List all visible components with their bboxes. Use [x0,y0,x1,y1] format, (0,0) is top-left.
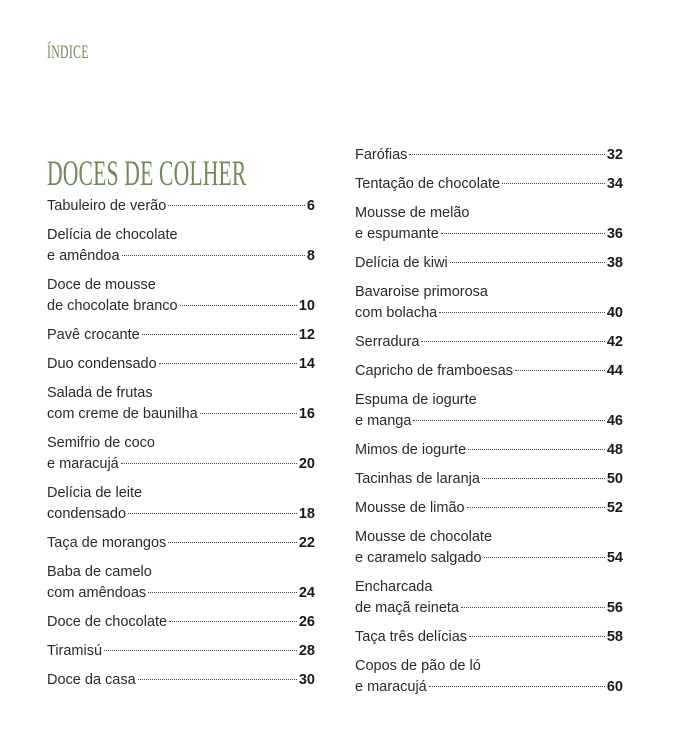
dot-leader [484,557,605,558]
dot-leader [409,154,604,155]
toc-page-number: 22 [298,535,315,551]
toc-entry[interactable] [47,433,315,475]
toc-page-number: 46 [606,413,623,429]
toc-page-number: 28 [298,643,315,659]
dot-leader [168,542,297,543]
toc-entry[interactable] [47,275,315,317]
toc-entry-title-line1: Copos de pão de ló [355,658,481,674]
toc-page-number: 54 [606,550,623,566]
toc-entry[interactable] [47,325,315,346]
dot-leader [439,312,605,313]
toc-entry-line [47,325,315,346]
toc-entry-title: condensado [47,506,127,522]
toc-entry-title: Pavê crocante [47,327,140,343]
toc-entry-title: Serradura [355,334,420,350]
dot-leader [142,334,297,335]
toc-page-number: 18 [298,506,315,522]
dot-leader [482,478,605,479]
toc-entry[interactable] [355,577,623,619]
toc-page-number: 60 [606,679,623,695]
dot-leader [502,183,605,184]
toc-entry-title-line1: Mousse de chocolate [355,529,493,545]
toc-entry-line [47,404,315,425]
toc-entry-line [355,303,623,324]
toc-page-number: 34 [606,176,623,192]
toc-entry[interactable] [47,533,315,554]
index-label: ÍNDICE [47,42,89,63]
toc-page-number: 24 [298,585,315,601]
toc-page-number: 6 [306,198,315,214]
dot-leader [104,650,297,651]
toc-entry-title: e amêndoa [47,248,120,264]
toc-entry-title-line1: Bavaroise primorosa [355,284,488,300]
toc-entry[interactable] [47,383,315,425]
toc-entry[interactable] [355,527,623,569]
toc-entry-title: de chocolate branco [47,298,178,314]
toc-entry[interactable] [355,440,623,461]
toc-entry[interactable] [47,670,315,691]
toc-entry[interactable] [47,612,315,633]
toc-entry-title: Tacinhas de laranja [355,471,480,487]
toc-entry-line [47,454,315,475]
toc-page-number: 32 [606,147,623,163]
toc-entry-title-line1: Encharcada [355,579,433,595]
toc-page-number: 8 [306,248,315,264]
toc-entry[interactable] [355,469,623,490]
toc-entry-title: e maracujá [47,456,119,472]
toc-entry-title-line1: Doce de mousse [47,277,156,293]
toc-entry-title: Tentação de chocolate [355,176,501,192]
toc-entry-title: com bolacha [355,305,438,321]
toc-page-number: 48 [606,442,623,458]
dot-leader [413,420,604,421]
toc-page-number: 14 [298,356,315,372]
toc-entry-title: de maçã reineta [355,600,459,616]
toc-page-number: 36 [606,226,623,242]
toc-entry-title-line1: Baba de camelo [47,564,152,580]
toc-entry-title: Tiramisú [47,643,103,659]
toc-entry-title: Doce de chocolate [47,614,168,630]
toc-entry[interactable] [355,282,623,324]
toc-page-number: 50 [606,471,623,487]
toc-entry-line [47,296,315,317]
toc-entry-title-line1: Salada de frutas [47,385,153,401]
toc-entry[interactable] [355,332,623,353]
dot-leader [467,507,605,508]
toc-page-number: 16 [298,406,315,422]
toc-entry-title-line1: Delícia de chocolate [47,227,178,243]
toc-entry[interactable] [355,390,623,432]
toc-entry-line [355,411,623,432]
toc-page-number: 12 [298,327,315,343]
toc-entry-line [47,246,315,267]
dot-leader [429,686,605,687]
toc-entry-line [355,361,623,382]
toc-entry[interactable] [47,483,315,525]
toc-entry-line [47,504,315,525]
dot-leader [421,341,604,342]
toc-page-number: 44 [606,363,623,379]
toc-entry[interactable] [355,361,623,382]
dot-leader [122,255,305,256]
dot-leader [121,463,297,464]
dot-leader [180,305,297,306]
toc-entry[interactable] [355,145,623,166]
toc-entry-title: Taça de morangos [47,535,167,551]
toc-entry-line [355,224,623,245]
toc-entry-line [47,670,315,691]
toc-entry-line [47,354,315,375]
dot-leader [128,513,297,514]
toc-entry-title-line1: Mousse de melão [355,205,470,221]
toc-entry-title: e maracujá [355,679,427,695]
toc-page-number: 10 [298,298,315,314]
toc-column-left [47,196,315,699]
toc-entry-line [355,332,623,353]
dot-leader [441,233,605,234]
toc-entry[interactable] [355,656,623,698]
toc-page-number: 38 [606,255,623,271]
toc-entry-line [355,548,623,569]
toc-page-number: 40 [606,305,623,321]
dot-leader [200,413,297,414]
dot-leader [148,592,297,593]
toc-entry-title-line1: Delícia de leite [47,485,143,501]
section-title: DOCES DE COLHER [47,153,247,193]
toc-entry-title-line1: Espuma de iogurte [355,392,477,408]
toc-entry-title: Duo condensado [47,356,157,372]
toc-entry-title: com amêndoas [47,585,147,601]
toc-page-number: 30 [298,672,315,688]
toc-column-right [355,145,623,706]
toc-page-number: 58 [606,629,623,645]
toc-entry[interactable] [355,174,623,195]
toc-entry-line [47,641,315,662]
toc-page-number: 56 [606,600,623,616]
toc-entry-title: com creme de baunilha [47,406,198,422]
toc-entry[interactable] [355,498,623,519]
dot-leader [450,262,605,263]
toc-entry[interactable] [355,627,623,648]
toc-page-number: 42 [606,334,623,350]
dot-leader [159,363,297,364]
toc-entry-line [355,440,623,461]
toc-entry-line [355,677,623,698]
dot-leader [468,449,605,450]
toc-entry-line [355,253,623,274]
toc-entry-title: Doce da casa [47,672,136,688]
toc-entry-line [355,498,623,519]
toc-entry-title: e manga [355,413,412,429]
toc-entry-line [47,612,315,633]
toc-entry-line [47,533,315,554]
toc-entry-title: Delícia de kiwi [355,255,448,271]
toc-page-number: 52 [606,500,623,516]
toc-entry-title: Tabuleiro de verão [47,198,167,214]
toc-entry[interactable] [47,196,315,217]
dot-leader [168,205,305,206]
toc-entry-title: Farófias [355,147,408,163]
toc-entry-line [355,145,623,166]
toc-entry-line [355,174,623,195]
toc-entry-line [47,196,315,217]
toc-entry-line [355,469,623,490]
toc-entry-title: e caramelo salgado [355,550,482,566]
toc-entry-title-line1: Semifrio de coco [47,435,155,451]
dot-leader [461,607,605,608]
toc-entry[interactable] [47,354,315,375]
dot-leader [469,636,605,637]
toc-entry-title: Mousse de limão [355,500,465,516]
toc-entry[interactable] [355,203,623,245]
dot-leader [138,679,297,680]
dot-leader [169,621,297,622]
toc-entry-title: Taça três delícias [355,629,468,645]
toc-entry[interactable] [47,225,315,267]
toc-page-number: 20 [298,456,315,472]
toc-entry[interactable] [355,253,623,274]
dot-leader [515,370,605,371]
toc-entry-line [47,583,315,604]
toc-entry-line [355,627,623,648]
toc-page-number: 26 [298,614,315,630]
toc-entry-title: Capricho de framboesas [355,363,513,379]
toc-entry-line [355,598,623,619]
toc-entry-title: Mimos de iogurte [355,442,467,458]
toc-entry[interactable] [47,562,315,604]
toc-entry[interactable] [47,641,315,662]
toc-entry-title: e espumante [355,226,439,242]
